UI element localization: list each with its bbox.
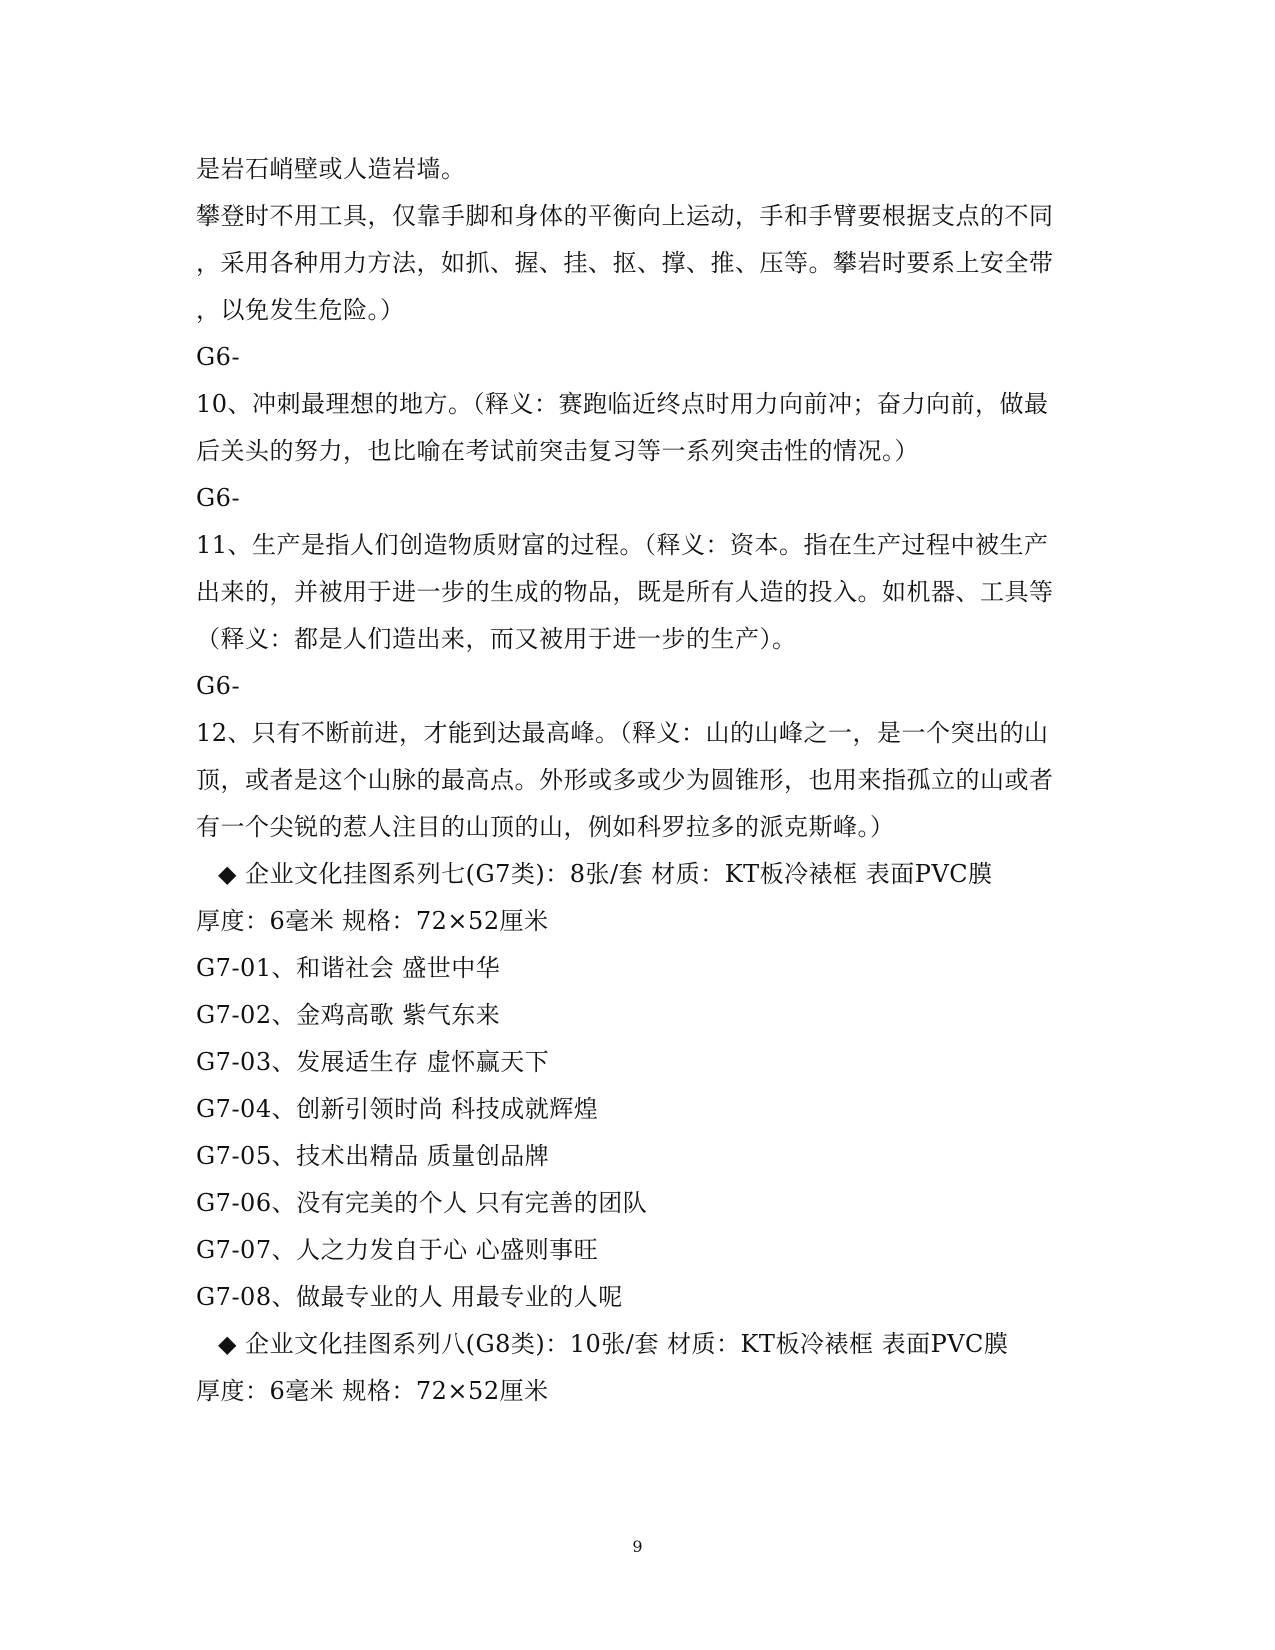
text-line: ，采用各种用力方法，如抓、握、挂、抠、撑、推、压等。攀岩时要系上安全带 [196,249,1054,277]
text-line: 10、冲刺最理想的地方。（释义：赛跑临近终点时用力向前冲；奋力向前，做最 [196,390,1049,418]
text-line: 有一个尖锐的惹人注目的山顶的山，例如科罗拉多的派克斯峰。） [196,813,895,841]
list-item: G7-05、技术出精品 质量创品牌 [196,1142,550,1170]
text-line: ，以免发生危险。） [196,296,405,324]
text-line: 11、生产是指人们创造物质财富的过程。（释义：资本。指在生产过程中被生产 [196,531,1049,559]
text-line: 顶，或者是这个山脉的最高点。外形或多或少为圆锥形，也用来指孤立的山或者 [196,766,1054,794]
list-item: G7-08、做最专业的人 用最专业的人呢 [196,1283,623,1311]
list-item: G7-07、人之力发自于心 心盛则事旺 [196,1236,599,1264]
text-line: 12、只有不断前进，才能到达最高峰。（释义：山的山峰之一，是一个突出的山 [196,719,1049,747]
list-item: G7-01、和谐社会 盛世中华 [196,954,501,982]
list-item: G7-04、创新引领时尚 科技成就辉煌 [196,1095,599,1123]
text-line: 后关头的努力，也比喻在考试前突击复习等一系列突击性的情况。） [196,437,919,465]
page-number: 9 [632,1537,643,1556]
series-heading: ◆ 企业文化挂图系列七(G7类)：8张/套 材质：KT板冷裱框 表面PVC膜 [218,860,993,888]
list-item: G7-06、没有完美的个人 只有完善的团队 [196,1189,648,1217]
spec-line: 厚度：6毫米 规格：72×52厘米 [196,1377,549,1405]
text-line: （释义：都是人们造出来，而又被用于进一步的生产）。 [196,625,797,653]
section-code: G6- [196,672,241,700]
section-code: G6- [196,484,241,512]
series-heading: ◆ 企业文化挂图系列八(G8类)：10张/套 材质：KT板冷裱框 表面PVC膜 [218,1330,1009,1358]
spec-line: 厚度：6毫米 规格：72×52厘米 [196,907,549,935]
list-item: G7-02、金鸡高歌 紫气东来 [196,1001,501,1029]
list-item: G7-03、发展适生存 虚怀赢天下 [196,1048,550,1076]
text-line: 出来的，并被用于进一步的生成的物品，既是所有人造的投入。如机器、工具等 [196,578,1054,606]
text-line: 是岩石峭壁或人造岩墙。 [196,155,466,183]
text-line: 攀登时不用工具，仅靠手脚和身体的平衡向上运动，手和手臂要根据支点的不同 [196,202,1054,230]
section-code: G6- [196,343,241,371]
